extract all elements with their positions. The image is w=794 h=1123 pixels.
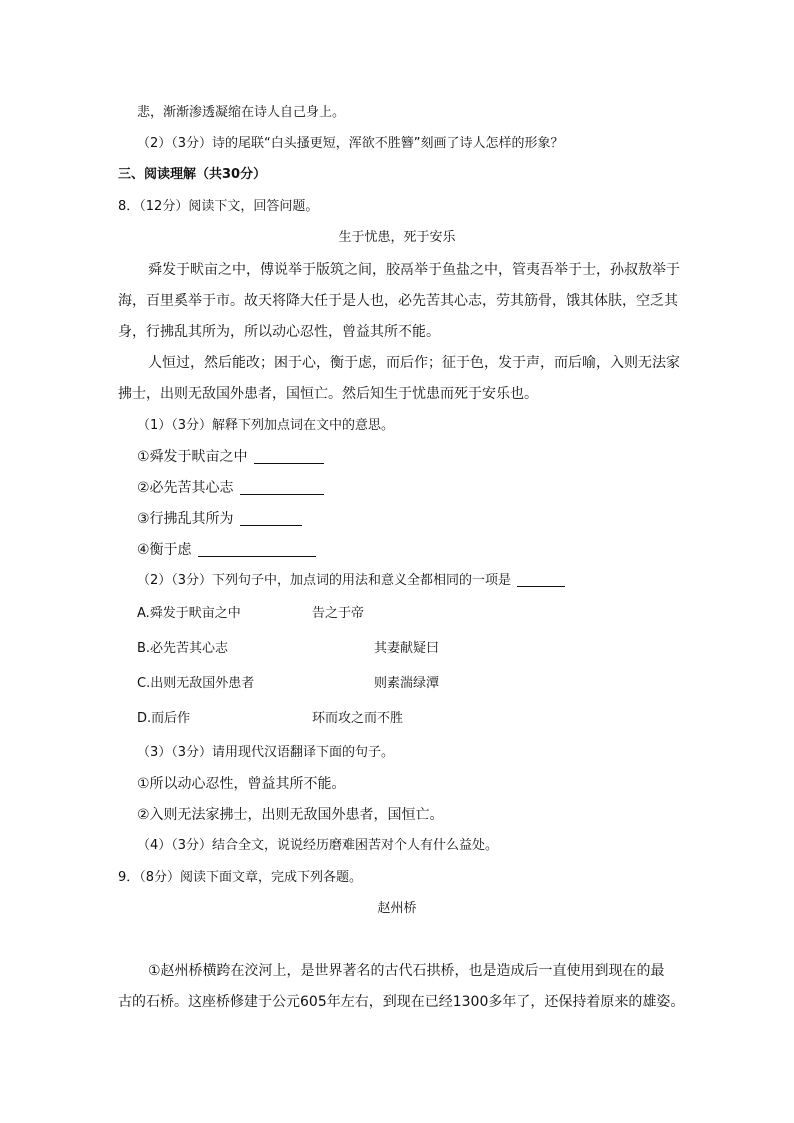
- fill-item-label: ②必先苦其心志: [137, 480, 234, 496]
- subquestion-4-stem: （4）（3分）结合全文，说说经历磨难困苦对个人有什么益处。: [137, 838, 499, 853]
- passage-line: ①赵州桥横跨在洨河上，是世界著名的古代石拱桥，也是造成后一直使用到现在的最: [148, 963, 665, 979]
- fill-item: [137, 448, 324, 466]
- option-right: 则素湍绿潭: [374, 676, 440, 691]
- fill-item: [137, 479, 324, 497]
- option-left: C.出则无敌国外患者: [137, 676, 255, 691]
- passage-line: 舜发于畎亩之中，傅说举于版筑之间，胶鬲举于鱼盐之中，管夷吾举于士，孙叔敖举于: [148, 262, 680, 278]
- top-text-line: 悲，渐渐渗透凝缩在诗人自己身上。: [137, 105, 346, 120]
- option-right: 告之于帝: [312, 606, 365, 621]
- option-left: D.而后作: [137, 711, 191, 726]
- translate-item: ②入则无法家拂士，出则无敌国外患者，国恒亡。: [137, 807, 444, 823]
- option-left: A.舜发于畎亩之中: [137, 606, 241, 621]
- passage-line: 海，百里奚举于市。故天将降大任于是人也，必先苦其心志，劳其筋骨，饿其体肤，空乏其: [118, 293, 678, 309]
- question-8-stem: 8．（12分）阅读下文，回答问题。: [118, 199, 319, 214]
- passage-line: 拂士，出则无敌国外患者，国恒亡。然后知生于忧患而死于安乐也。: [118, 386, 538, 402]
- fill-item-label: ④衡于虑: [137, 542, 192, 558]
- subquestion-3-stem: （3）（3分）请用现代汉语翻译下面的句子。: [137, 745, 395, 760]
- passage-title: 生于忧患，死于安乐: [338, 230, 456, 245]
- passage-line: 身，行拂乱其所为，所以动心忍性，曾益其所不能。: [118, 324, 440, 340]
- option-right: 环而攻之而不胜: [312, 711, 404, 726]
- question-7-sub2: （2）（3分）诗的尾联“白头搔更短，浑欲不胜簪”刻画了诗人怎样的形象？: [137, 136, 564, 151]
- translate-item: ①所以动心忍性，曾益其所不能。: [137, 776, 346, 792]
- section-heading-reading: 三、阅读理解（共30分）: [118, 167, 267, 182]
- passage-line: 古的石桥。这座桥修建于公元605年左右，到现在已经1300多年了，还保持着原来的雄姿。: [118, 994, 685, 1010]
- answer-blank[interactable]: [517, 572, 565, 587]
- subquestion-2-stem: （2）（3分）下列句子中，加点词的用法和意义全都相同的一项是: [137, 573, 512, 588]
- answer-blank[interactable]: [240, 511, 302, 526]
- answer-blank[interactable]: [240, 480, 324, 495]
- subquestion-1-stem: （1）（3分）解释下列加点词在文中的意思。: [137, 418, 395, 433]
- fill-item-label: ③行拂乱其所为: [137, 511, 234, 527]
- fill-item: [137, 541, 316, 559]
- fill-item-label: ①舜发于畎亩之中: [137, 449, 248, 465]
- option-left: B.必先苦其心志: [137, 641, 229, 656]
- question-9-stem: 9．（8分）阅读下面文章，完成下列各题。: [118, 870, 363, 885]
- passage-line: 人恒过，然后能改；困于心，衡于虑，而后作；征于色，发于声，而后喻，入则无法家: [148, 355, 680, 371]
- passage-title: 赵州桥: [377, 901, 417, 916]
- answer-blank[interactable]: [198, 542, 316, 557]
- answer-blank[interactable]: [254, 449, 324, 464]
- subquestion-2: [137, 572, 565, 590]
- fill-item: [137, 510, 302, 528]
- option-right: 其妻献疑曰: [374, 641, 440, 656]
